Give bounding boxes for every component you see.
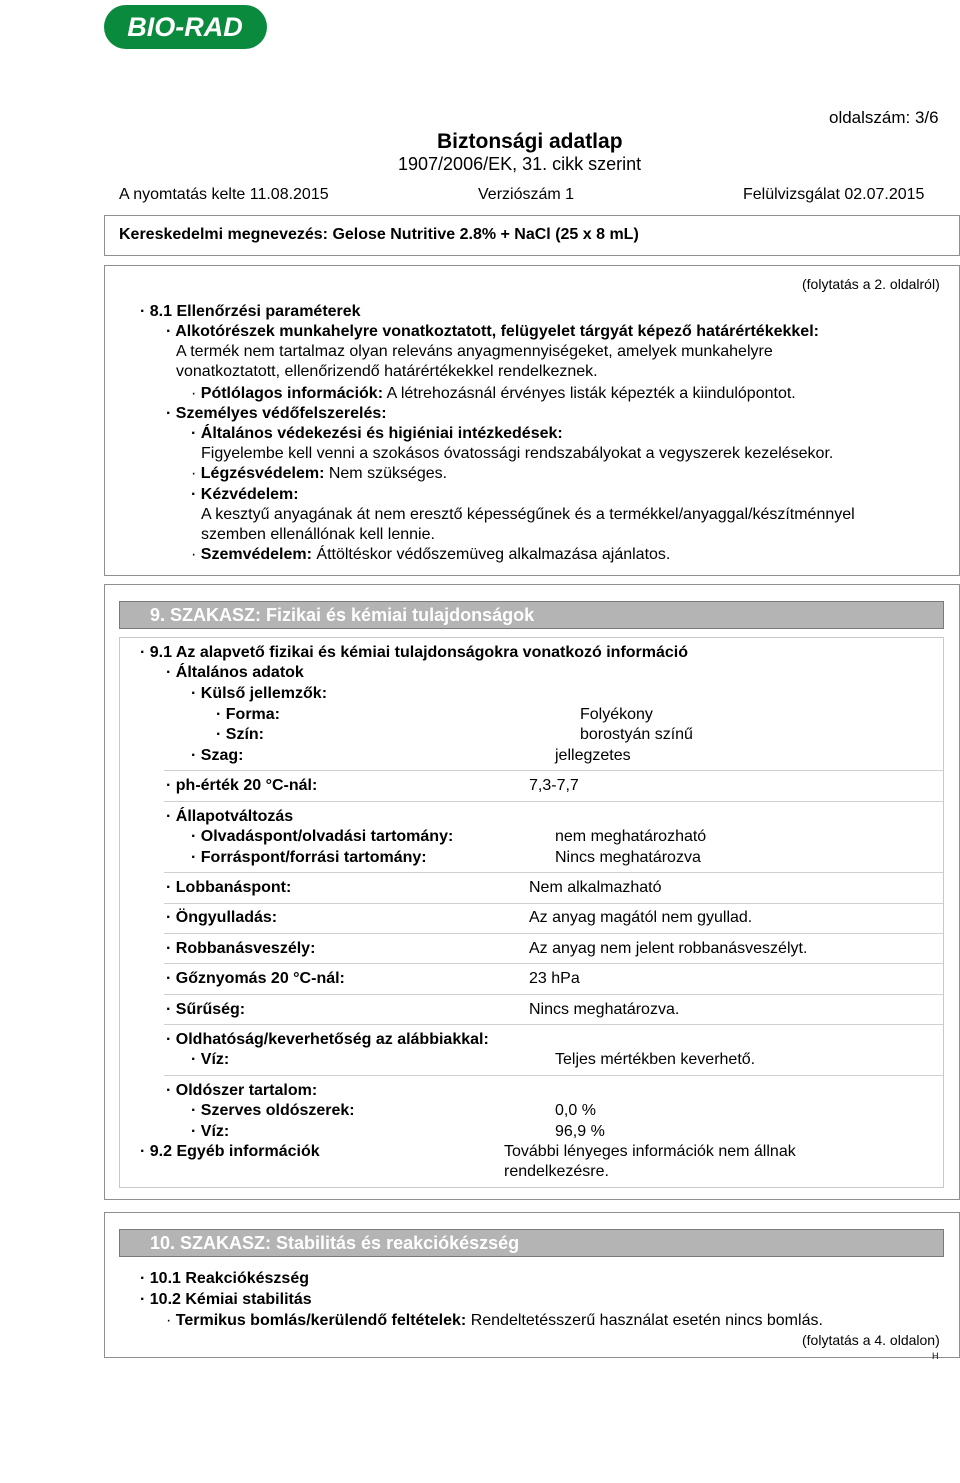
divider: [164, 903, 943, 904]
section9-heading: 9. SZAKASZ: Fizikai és kémiai tulajdonságok: [119, 601, 944, 629]
respiratory-protection: · Légzésvédelem: Nem szükséges.: [191, 465, 448, 482]
language-code: H: [932, 1351, 939, 1361]
trade-name: Kereskedelmi megnevezés: Gelose Nutritive 2.8% + NaCl (25 x 8 mL): [119, 226, 639, 243]
solubility-label: · Oldhatóság/keverhetőség az alábbiakkal:: [166, 1031, 489, 1048]
water-label: · Víz:: [191, 1051, 230, 1068]
hand-protection-text-2: szemben ellenállónak kell lennie.: [201, 526, 435, 543]
other-info-value-2: rendelkezésre.: [504, 1163, 609, 1180]
solvent-content-label: · Oldószer tartalom:: [166, 1082, 318, 1099]
divider: [164, 994, 943, 995]
ph-value: 7,3-7,7: [529, 777, 579, 794]
density-value: Nincs meghatározva.: [529, 1001, 680, 1018]
melting-value: nem meghatározható: [555, 828, 707, 845]
hand-protection-text-1: A kesztyű anyagának át nem eresztő képességűnek és a termékkel/anyaggal/készítménnyel: [201, 506, 855, 523]
odor-label: · Szag:: [191, 747, 244, 764]
color-label: · Szín:: [216, 726, 264, 743]
water-content-label: · Víz:: [191, 1123, 230, 1140]
flash-point-label: · Lobbanáspont:: [166, 879, 292, 896]
divider: [164, 1024, 943, 1025]
hand-protection-label: · Kézvédelem:: [191, 486, 299, 503]
section8-title: · 8.1 Ellenőrzési paraméterek: [140, 303, 361, 320]
odor-value: jellegzetes: [555, 747, 631, 764]
appearance-label: · Külső jellemzők:: [191, 685, 328, 702]
density-label: · Sűrűség:: [166, 1001, 246, 1018]
organic-solvents-label: · Szerves oldószerek:: [191, 1102, 355, 1119]
explosion-label: · Robbanásveszély:: [166, 940, 316, 957]
ppe-label: · Személyes védőfelszerelés:: [166, 405, 387, 422]
divider: [164, 1075, 943, 1076]
other-info-label: · 9.2 Egyéb információk: [140, 1143, 320, 1160]
self-ignition-label: · Öngyulladás:: [166, 909, 278, 926]
additional-info: · Pótlólagos információk: A létrehozásnál érvényes listák képezték a kiindulópontot.: [191, 385, 796, 402]
doc-title: Biztonsági adatlap: [437, 130, 623, 153]
continued-on: (folytatás a 4. oldalon): [802, 1332, 940, 1348]
section10-heading: 10. SZAKASZ: Stabilitás és reakciókészség: [119, 1229, 944, 1257]
vapour-pressure-value: 23 hPa: [529, 970, 580, 987]
bio-rad-logo: [104, 5, 267, 49]
color-value: borostyán színű: [580, 726, 693, 743]
divider: [164, 770, 943, 771]
sub-9-1: · 9.1 Az alapvető fizikai és kémiai tulajdonságokra vonatkozó információ: [140, 644, 689, 661]
general-measures-label: · Általános védekezési és higiéniai intézkedések:: [191, 425, 563, 442]
ph-label: · ph-érték 20 °C-nál:: [166, 777, 318, 794]
flash-point-value: Nem alkalmazható: [529, 879, 662, 896]
boiling-value: Nincs meghatározva: [555, 849, 701, 866]
organic-solvents-value: 0,0 %: [555, 1102, 596, 1119]
divider: [164, 872, 943, 873]
water-value: Teljes mértékben keverhető.: [555, 1051, 756, 1068]
doc-subtitle: 1907/2006/EK, 31. cikk szerint: [398, 154, 642, 174]
form-label: · Forma:: [216, 706, 281, 723]
self-ignition-value: Az anyag magától nem gyullad.: [529, 909, 753, 926]
revision-date: Felülvizsgálat 02.07.2015: [743, 186, 925, 203]
other-info-value-1: További lényeges információk nem állnak: [504, 1143, 796, 1160]
state-change-label: · Állapotváltozás: [166, 808, 294, 825]
general-data: · Általános adatok: [166, 664, 304, 681]
form-value: Folyékony: [580, 706, 653, 723]
thermal-decomposition: · Termikus bomlás/kerülendő feltételek: Rendeltetésszerű használat esetén nincs bomlás.: [166, 1312, 823, 1329]
water-content-value: 96,9 %: [555, 1123, 605, 1140]
components-label: · Alkotórészek munkahelyre vonatkoztatott, felügyelet tárgyát képező határértékekkel:: [166, 323, 819, 340]
boiling-label: · Forráspont/forrási tartomány:: [191, 849, 427, 866]
logo-text: BIO-RAD: [127, 12, 243, 42]
general-measures-text: Figyelembe kell venni a szokásos óvatossági rendszabályokat a vegyszerek kezelésekor.: [201, 445, 834, 462]
components-text-2: vonatkoztatott, ellenőrizendő határértékekkel rendelkeznek.: [176, 363, 598, 380]
stability-label: · 10.2 Kémiai stabilitás: [140, 1291, 312, 1308]
continued-from: (folytatás a 2. oldalról): [802, 276, 940, 292]
version: Verziószám 1: [478, 186, 575, 203]
melting-label: · Olvadáspont/olvadási tartomány:: [191, 828, 454, 845]
divider: [164, 801, 943, 802]
eye-protection: · Szemvédelem: Áttöltéskor védőszemüveg alkalmazása ajánlatos.: [191, 546, 671, 563]
vapour-pressure-label: · Gőznyomás 20 °C-nál:: [166, 970, 345, 987]
reactivity-label: · 10.1 Reakciókészség: [140, 1270, 309, 1287]
components-text-1: A termék nem tartalmaz olyan releváns anyagmennyiségeket, amelyek munkahelyre: [176, 343, 773, 360]
divider: [164, 963, 943, 964]
page-number: oldalszám: 3/6: [829, 108, 939, 127]
explosion-value: Az anyag nem jelent robbanásveszélyt.: [529, 940, 808, 957]
print-date: A nyomtatás kelte 11.08.2015: [119, 186, 329, 203]
divider: [164, 933, 943, 934]
